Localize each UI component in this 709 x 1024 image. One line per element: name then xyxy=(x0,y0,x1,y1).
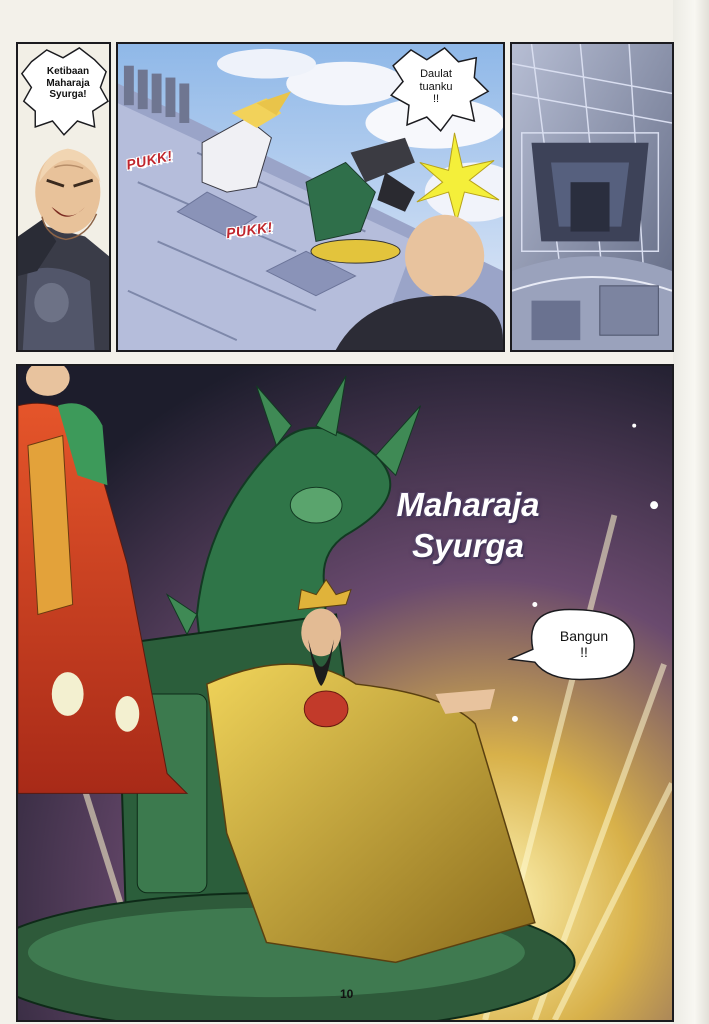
panel-palace xyxy=(510,42,674,352)
court-speech-line: Daulat xyxy=(420,68,452,80)
court-speech-line: tuanku xyxy=(419,80,453,93)
page-number: 10 xyxy=(340,987,354,1001)
emperor-illustration xyxy=(18,366,672,1020)
emperor-speech-line: !! xyxy=(580,644,588,661)
emperor-speech xyxy=(536,628,632,660)
sfx-pukk-2: PUKK! xyxy=(225,218,274,242)
herald-speech xyxy=(28,66,108,101)
court-speech-line: !! xyxy=(432,93,440,106)
herald-speech-line: Ketibaan xyxy=(46,66,90,77)
herald-speech-line: Syurga! xyxy=(49,89,87,100)
court-speech xyxy=(396,68,476,106)
caption-line: Syurga xyxy=(412,527,524,565)
herald-speech-line: Maharaja xyxy=(46,77,90,89)
emperor-speech-line: Bangun xyxy=(559,628,609,644)
panel-herald xyxy=(16,42,111,352)
panel-court xyxy=(116,42,505,352)
palace-illustration xyxy=(512,44,672,350)
caption-title xyxy=(378,484,558,567)
sfx-pukk-1: PUKK! xyxy=(124,147,174,173)
caption-line: Maharaja xyxy=(396,486,540,523)
page-edge xyxy=(673,0,709,1024)
panel-emperor xyxy=(16,364,674,1022)
